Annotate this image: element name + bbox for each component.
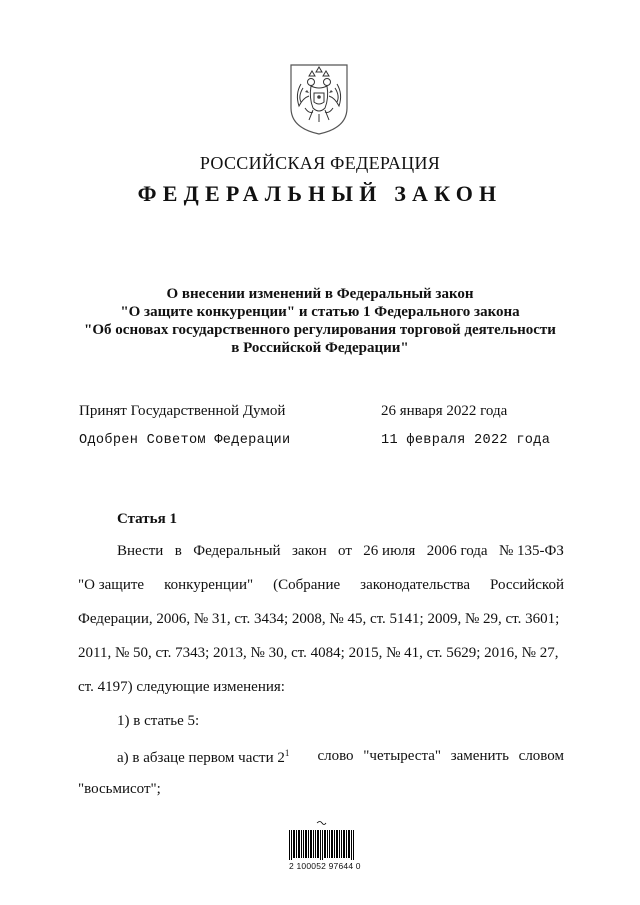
barcode [289, 820, 355, 860]
item-a-continuation: "восьмисот"; [78, 781, 161, 797]
word: "О защите [78, 577, 145, 593]
word: законодательства [360, 577, 471, 593]
superscript: 1 [284, 748, 290, 758]
approved-by-council-label: Одобрен Советом Федерации [79, 433, 291, 448]
law-title-line-3: "Об основах государственного регулирования торговой деятельности [84, 322, 556, 338]
word: 26 июля [363, 543, 416, 559]
article-paragraph-line-4: 2011, № 50, ст. 7343; 2013, № 30, ст. 4084; 2015, № 41, ст. 5629; 2016, № 27, [78, 645, 559, 661]
word: закон [291, 543, 327, 559]
item-1: 1) в статье 5: [117, 713, 200, 729]
barcode-number: 2 100052 97644 0 [289, 861, 361, 871]
approved-by-council-date: 11 февраля 2022 года [381, 433, 551, 448]
word: № 135-ФЗ [499, 543, 564, 559]
russian-coat-of-arms-icon [287, 62, 351, 136]
word: Федеральный [193, 543, 281, 559]
law-title-line-4: в Российской Федерации" [231, 340, 409, 356]
item-a-part-2: слово "четыреста" заменить словом [317, 748, 564, 764]
article-paragraph-line-1 [117, 543, 564, 560]
word: 2006 года [426, 543, 488, 559]
document-type: ФЕДЕРАЛЬНЫЙ ЗАКОН [137, 181, 503, 206]
word: (Собрание [273, 577, 341, 593]
word: конкуренции" [164, 577, 254, 593]
article-paragraph-line-5: ст. 4197) следующие изменения: [78, 679, 285, 695]
item-a [117, 748, 564, 767]
law-title-line-1: О внесении изменений в Федеральный закон [166, 286, 474, 302]
article-heading: Статья 1 [117, 511, 177, 527]
word: Внести [117, 543, 164, 559]
adopted-by-duma-date: 26 января 2022 года [381, 403, 508, 419]
article-paragraph-line-3: Федерации, 2006, № 31, ст. 3434; 2008, № 45, ст. 5141; 2009, № 29, ст. 3601; [78, 611, 560, 627]
country-name: РОССИЙСКАЯ ФЕДЕРАЦИЯ [199, 153, 441, 173]
word: Российской [490, 577, 564, 593]
word: в [174, 543, 182, 559]
adopted-by-duma-label: Принят Государственной Думой [79, 403, 286, 419]
item-a-part-1: а) в абзаце первом части $2^1$ [117, 748, 290, 766]
word: от [338, 543, 352, 559]
law-title-line-2: "О защите конкуренции" и статью 1 Федерального закона [120, 304, 520, 320]
article-paragraph-line-2 [78, 577, 564, 594]
